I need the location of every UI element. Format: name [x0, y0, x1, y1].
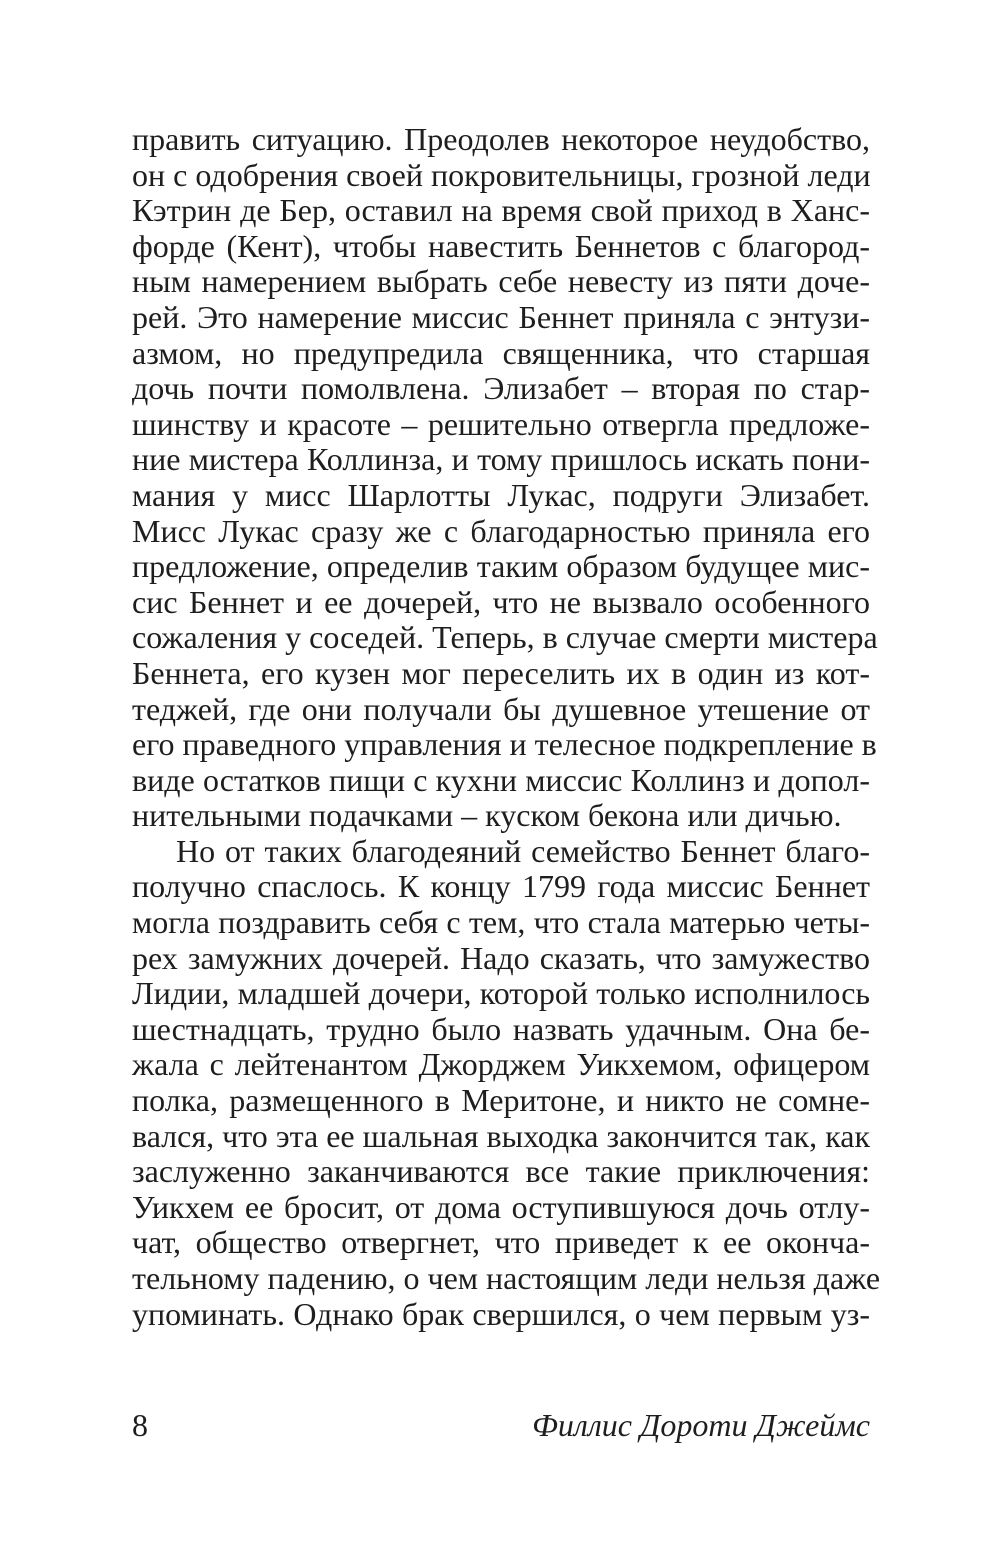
text-line: рех замужних дочерей. Надо сказать, что замужество — [132, 939, 870, 976]
text-line: азмом, но предупредила священника, что старшая — [132, 334, 870, 371]
text-line: жала с лейтенантом Джорджем Уикхемом, офицером — [132, 1046, 870, 1083]
text-line: Уикхем ее бросит, от дома оступившуюся дочь отлу- — [132, 1188, 870, 1225]
text-line: теджей, где они получали бы душевное утешение от — [132, 690, 870, 727]
text-line: сожаления у соседей. Теперь, в случае смерти мистера — [132, 619, 878, 656]
text-line: чат, общество отвергнет, что приведет к ее оконча- — [132, 1224, 870, 1261]
text-line: Лидии, младшей дочери, которой только исполнилось — [132, 975, 870, 1012]
running-footer-author: Филлис Дороти Джеймс — [532, 1407, 870, 1443]
text-line: мания у мисс Шарлотты Лукас, подруги Элизабет. — [132, 476, 870, 513]
text-line: получно спаслось. К концу 1799 года миссис Беннет — [132, 868, 870, 905]
page-footer — [132, 1403, 870, 1447]
text-line-paragraph-start: Но от таких благодеяний семейство Беннет благо- — [176, 832, 870, 869]
text-line: форде (Кент), чтобы навестить Беннетов с благород- — [132, 227, 870, 264]
body-text — [132, 121, 881, 1332]
text-line: его праведного управления и телесное подкрепление в — [132, 726, 877, 763]
text-line: рей. Это намерение миссис Беннет приняла с энтузи- — [132, 298, 870, 335]
text-line: Беннета, его кузен мог переселить их в один из кот- — [132, 654, 870, 691]
text-line: он с одобрения своей покровительницы, грозной леди — [132, 156, 871, 193]
text-line-paragraph-end: нительными подачками – куском бекона или дичью. — [132, 797, 842, 834]
text-line: ным намерением выбрать себе невесту из пяти доче- — [132, 263, 870, 300]
text-line: могла поздравить себя с тем, что стала матерью четы- — [132, 904, 870, 941]
text-line: заслуженно заканчиваются все такие приключения: — [132, 1153, 870, 1190]
text-line: вался, что эта ее шальная выходка закончится так, как — [132, 1117, 870, 1154]
text-line: предложение, определив таким образом будущее мис- — [132, 548, 870, 585]
text-line: шинству и красоте – решительно отвергла предложе- — [132, 405, 870, 442]
text-line: сис Беннет и ее дочерей, что не вызвало особенного — [132, 583, 870, 620]
text-line: тельному падению, о чем настоящим леди нельзя даже — [132, 1260, 881, 1296]
text-line: виде остатков пищи с кухни миссис Коллинз и допол- — [132, 761, 870, 798]
text-line: дочь почти помолвлена. Элизабет – вторая по стар- — [132, 370, 870, 407]
text-line: полка, размещенного в Меритоне, и никто не сомне- — [132, 1082, 870, 1119]
text-line: Кэтрин де Бер, оставил на время свой приход в Ханс- — [132, 192, 870, 229]
text-line: ние мистера Коллинза, и тому пришлось искать пони- — [132, 441, 870, 478]
text-line: шестнадцать, трудно было назвать удачным. Она бе- — [132, 1010, 870, 1047]
text-line: упоминать. Однако брак свершился, о чем первым уз- — [132, 1295, 870, 1332]
text-line: править ситуацию. Преодолев некоторое неудобство, — [132, 121, 870, 157]
page-number: 8 — [132, 1407, 148, 1443]
text-line: Мисс Лукас сразу же с благодарностью приняла его — [132, 512, 870, 549]
